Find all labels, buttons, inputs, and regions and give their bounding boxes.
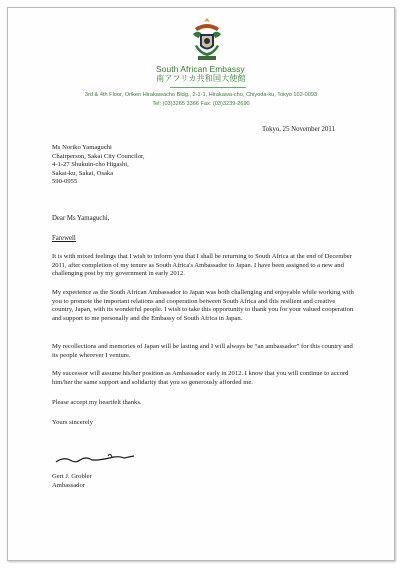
- contact-line: Tel: (03)3265 3366 Fax: (03)3239-2690: [152, 101, 250, 107]
- signer-block: [52, 473, 92, 490]
- address-line: 3rd & 4th Floor, Oriken Hirakawacho Bldg., 2-1-1, Hirakawa-cho, Chiyoda-ku, Tokyo 102-0093: [84, 92, 318, 98]
- paragraph: My experience as the South African Ambassador to Japan was both challenging and enjoyable while working with you to promote the important relations and cooperation between South Africa and this resilient and creative country, Japan, with its wonderful people. I wish to take this opportunity to thank you for your valued cooperation and support to me personally and the Embassy of South Africa in Japan.: [52, 289, 354, 322]
- signer-title: Ambassador: [52, 481, 85, 489]
- recipient-line: 590-0955: [52, 178, 78, 186]
- recipient-line: 4-1-27 Shukuin-cho Higashi,: [52, 161, 129, 169]
- paragraph: My successor will assume his/her position as Ambassador early in 2012. I know that you will continue to accord him/her the same support and solidarity that you so generously afforded me.: [52, 370, 349, 386]
- embassy-name-en: South African Embassy: [156, 64, 245, 74]
- coat-of-arms-icon: [189, 16, 225, 62]
- letterhead-divider: [170, 87, 246, 88]
- subject-line: Farewell: [52, 235, 76, 242]
- letter-date: Tokyo, 25 November 2011: [262, 126, 335, 133]
- signer-name: Gert J. Grobler: [52, 473, 92, 480]
- recipient-line: Sakai-ku, Sakai, Osaka: [52, 169, 114, 177]
- paragraph: Please accept my heartfelt thanks.: [52, 399, 142, 406]
- letterhead-address: [48, 91, 354, 109]
- salutation: Dear Ms Yamaguchi,: [52, 215, 110, 222]
- paragraph: My recollections and memories of Japan will be lasting and I will always be “an ambassador” for this country and its people wherever I venture.: [52, 343, 353, 359]
- paragraph: It is with mixed feelings that I wish to inform you that I shall be returning to South Africa at the end of December 2011, after completion of my tenure as South Africa's Ambassador to Japan. I have been assigned to a new and challenging post by my government in early 2012.: [52, 253, 352, 278]
- embassy-name-jp: 南アフリカ共和国大使館: [156, 74, 246, 83]
- letterhead-title: [156, 64, 276, 84]
- handwritten-signature: [54, 448, 136, 470]
- recipient-line: Chairperson, Sakai City Councilor,: [52, 152, 145, 160]
- letter-page: [7, 7, 395, 561]
- closing: Yours sincerely: [52, 419, 93, 426]
- recipient-block: [52, 144, 145, 187]
- recipient-line: Ms Noriko Yamaguchi: [52, 144, 112, 151]
